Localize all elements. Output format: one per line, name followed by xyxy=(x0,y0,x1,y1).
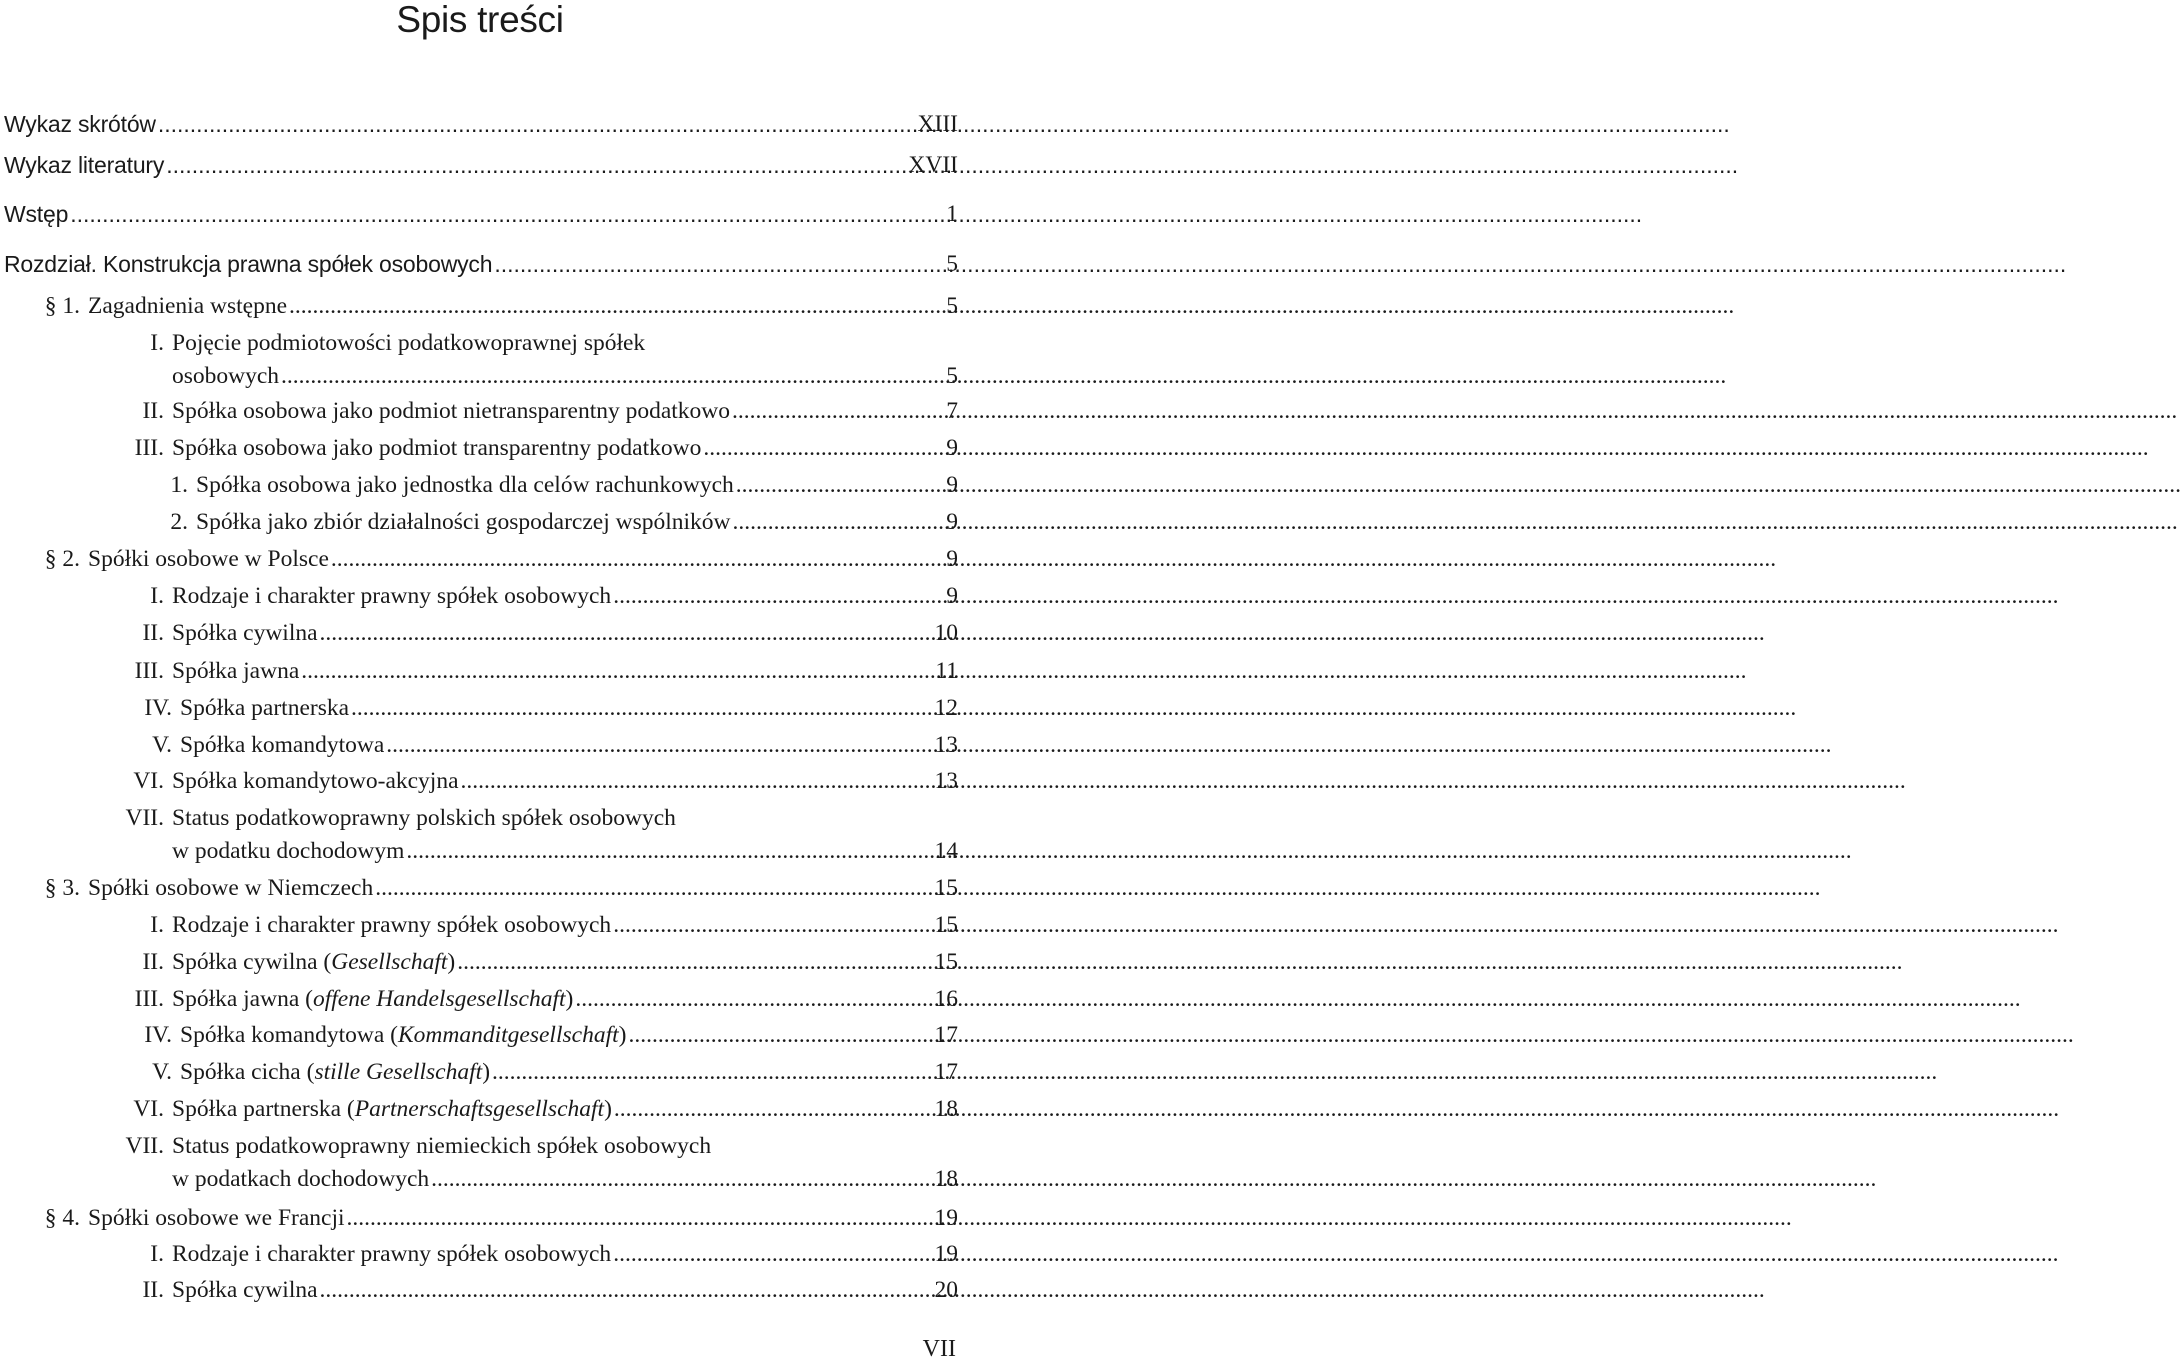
toc-entry-number: § 3. xyxy=(44,875,80,901)
toc-entry-rodzaje-i-charakter-prawny-spolek-osobow xyxy=(120,580,856,612)
toc-page-number: 9 xyxy=(946,583,958,609)
toc-entry-number: II. xyxy=(142,620,164,646)
toc-entry-title xyxy=(172,580,611,612)
toc-entry-foreign-term: stille Gesellschaft xyxy=(314,1059,483,1085)
toc-entry-spolka-cywilna-gesellschaft xyxy=(110,946,856,978)
toc-page-number: 13 xyxy=(934,768,958,794)
toc-page-number: XVII xyxy=(908,152,958,178)
toc-entry-title xyxy=(172,432,701,464)
toc-entry-title-continued: osobowych xyxy=(172,363,280,389)
toc-entry-number: II. xyxy=(142,398,164,424)
toc-entry-number: VI. xyxy=(133,1096,164,1122)
dot-leader xyxy=(614,1093,2059,1125)
toc-entry-title-text: Status podatkowoprawny niemieckich spółek osobowych xyxy=(172,1133,712,1159)
page-title: Spis treści xyxy=(396,0,564,40)
toc-entry-title-text: Spółka komandytowo-akcyjna xyxy=(172,768,459,794)
toc-page-number: 19 xyxy=(934,1205,958,1231)
toc-entry-status-podatkowoprawny-niemieckich-spole xyxy=(100,1130,800,1162)
dot-leader xyxy=(70,198,1642,230)
toc-entry-spolka-cywilna xyxy=(110,617,856,649)
toc-entry-title-text: Pojęcie podmiotowości podatkowoprawnej spółek xyxy=(172,330,646,356)
toc-page-number: 9 xyxy=(946,472,958,498)
toc-entry-title xyxy=(4,149,164,181)
toc-entry-title xyxy=(88,543,329,575)
toc-entry-spolka-cywilna xyxy=(110,1274,856,1306)
toc-page-number: 18 xyxy=(934,1096,958,1122)
toc-entry-title xyxy=(4,198,68,230)
dot-leader xyxy=(461,765,1906,797)
toc-entry-number: III. xyxy=(134,986,164,1012)
toc-entry-spolki-osobowe-w-polsce xyxy=(30,543,856,575)
dot-leader xyxy=(406,835,1851,867)
toc-entry-title-text: Zagadnienia wstępne xyxy=(88,293,288,319)
dot-leader xyxy=(301,655,1746,687)
toc-entry-title xyxy=(196,506,731,538)
toc-entry-spolka-osobowa-jako-podmiot-transparentn xyxy=(110,432,856,464)
toc-entry-title-text: Rodzaje i charakter prawny spółek osobowych xyxy=(172,912,612,938)
toc-page-number: 17 xyxy=(934,1022,958,1048)
toc-entry-continuation xyxy=(172,1163,856,1195)
toc-entry-number: II. xyxy=(142,1277,164,1303)
toc-page-number: 5 xyxy=(946,293,958,319)
toc-entry-title-text: Spółka osobowa jako podmiot nietransparentny podatkowo xyxy=(172,398,731,424)
toc-entry-title-text: Status podatkowoprawny polskich spółek osobowych xyxy=(172,805,676,831)
dot-leader xyxy=(347,1202,1792,1234)
toc-entry-spolka-partnerska xyxy=(118,692,856,724)
toc-entry-spolka-osobowa-jako-jednostka-dla-celow- xyxy=(150,469,856,501)
toc-entry-closing-paren: ) xyxy=(604,1096,612,1122)
toc-page-number: 19 xyxy=(934,1241,958,1267)
toc-entry-spolka-cicha-stille-gesellschaft xyxy=(118,1056,856,1088)
toc-entry-title-continued: w podatku dochodowym xyxy=(172,838,405,864)
toc-entry-title-text: Spółki osobowe we Francji xyxy=(88,1205,345,1231)
toc-entry-spolka-jawna xyxy=(110,655,856,687)
toc-entry-pojecie-podmiotowosci-podatkowoprawnej-s xyxy=(120,327,800,359)
dot-leader xyxy=(457,946,1902,978)
dot-leader xyxy=(575,983,2020,1015)
toc-entry-number: II. xyxy=(142,949,164,975)
toc-entry-spolka-komandytowa-kommanditgesellschaft xyxy=(118,1019,856,1051)
toc-entry-closing-paren: ) xyxy=(482,1059,491,1085)
toc-entry-spolki-osobowe-w-niemczech xyxy=(30,872,856,904)
toc-entry-title xyxy=(180,729,384,761)
toc-entry-number: IV. xyxy=(144,695,172,721)
toc-page-number: 15 xyxy=(934,949,958,975)
toc-entry-title xyxy=(4,248,492,280)
toc-entry-zagadnienia-wstepne xyxy=(30,290,856,322)
toc-entry-foreign-term: Gesellschaft xyxy=(331,949,448,975)
dot-leader xyxy=(613,1238,2058,1270)
toc-entry-title-text: Rozdział. Konstrukcja prawna spółek osobowych xyxy=(4,251,493,277)
toc-entry-number: 2. xyxy=(170,509,188,535)
toc-entry-closing-paren: ) xyxy=(447,949,456,975)
toc-entry-wstep xyxy=(4,198,856,230)
toc-entry-title-text: Spółka jawna ( xyxy=(172,986,313,1012)
toc-page-number: 10 xyxy=(934,620,958,646)
toc-entry-number: I. xyxy=(150,1241,164,1267)
toc-entry-number: VII. xyxy=(125,805,164,831)
toc-entry-title-text: Spółka cicha ( xyxy=(180,1059,315,1085)
toc-entry-rodzaje-i-charakter-prawny-spolek-osobow xyxy=(120,909,856,941)
toc-entry-rozdzial-konstrukcja-prawna-spolek-osobo xyxy=(4,248,856,280)
toc-entry-number: III. xyxy=(134,435,164,461)
toc-entry-wykaz-skrotow xyxy=(4,108,856,140)
toc-entry-title xyxy=(172,1238,611,1270)
toc-entry-title xyxy=(172,765,459,797)
toc-page-number: 5 xyxy=(946,251,958,277)
toc-page-number: 11 xyxy=(935,658,958,684)
dot-leader xyxy=(331,543,1776,575)
toc-page-number: 14 xyxy=(934,838,958,864)
dot-leader xyxy=(351,692,1796,724)
dot-leader xyxy=(492,1056,1937,1088)
toc-page-number: 17 xyxy=(934,1059,958,1085)
toc-entry-title-continued: w podatkach dochodowych xyxy=(172,1166,430,1192)
dot-leader xyxy=(494,248,2066,280)
toc-entry-title xyxy=(172,655,299,687)
toc-entry-title-text: Rodzaje i charakter prawny spółek osobowych xyxy=(172,583,612,609)
toc-entry-title xyxy=(172,909,611,941)
toc-entry-title xyxy=(88,1202,345,1234)
dot-leader xyxy=(320,617,1765,649)
toc-entry-status-podatkowoprawny-polskich-spolek-o xyxy=(100,802,800,834)
toc-entry-title-text: Rodzaje i charakter prawny spółek osobowych xyxy=(172,1241,612,1267)
toc-page-number: 20 xyxy=(934,1277,958,1303)
page-number-footer: VII xyxy=(922,1336,956,1362)
dot-leader xyxy=(281,360,1726,392)
toc-entry-title xyxy=(88,872,373,904)
toc-page-number: XIII xyxy=(917,111,958,137)
toc-entry-number: I. xyxy=(150,330,164,356)
toc-entry-title-text: Wykaz skrótów xyxy=(4,111,156,137)
toc-entry-closing-paren: ) xyxy=(565,986,574,1012)
dot-leader xyxy=(289,290,1734,322)
toc-entry-title-text: Spółka osobowa jako jednostka dla celów rachunkowych xyxy=(196,472,734,498)
toc-entry-title-text: Spółka partnerska ( xyxy=(172,1096,355,1122)
toc-entry-number: VI. xyxy=(133,768,164,794)
toc-entry-title xyxy=(172,395,730,427)
toc-entry-number: I. xyxy=(150,912,164,938)
toc-entry-number: § 2. xyxy=(44,546,80,572)
toc-entry-title xyxy=(172,946,455,978)
toc-entry-rodzaje-i-charakter-prawny-spolek-osobow xyxy=(120,1238,856,1270)
toc-entry-title-text: Wykaz literatury xyxy=(4,152,165,178)
toc-entry-continuation xyxy=(172,360,856,392)
toc-entry-wykaz-literatury xyxy=(4,149,856,181)
toc-entry-title-text: Spółka jawna xyxy=(172,658,300,684)
dot-leader xyxy=(386,729,1831,761)
dot-leader xyxy=(613,580,2058,612)
toc-page-number: 15 xyxy=(934,912,958,938)
toc-entry-title-text: Spółka komandytowa ( xyxy=(180,1022,398,1048)
toc-page-number: 15 xyxy=(934,875,958,901)
toc-entry-title-text: Spółka osobowa jako podmiot transparentny podatkowo xyxy=(172,435,702,461)
toc-entry-spolki-osobowe-we-francji xyxy=(30,1202,856,1234)
toc-page-number: 9 xyxy=(946,546,958,572)
toc-entry-title xyxy=(88,290,287,322)
toc-entry-number: I. xyxy=(150,583,164,609)
toc-entry-title xyxy=(172,1130,711,1162)
toc-page-number: 13 xyxy=(934,732,958,758)
toc-entry-title-text: Spółka partnerska xyxy=(180,695,350,721)
toc-entry-spolka-komandytowo-akcyjna xyxy=(110,765,856,797)
dot-leader xyxy=(431,1163,1876,1195)
toc-entry-number: VII. xyxy=(125,1133,164,1159)
toc-entry-foreign-term: Partnerschaftsgesellschaft xyxy=(354,1096,605,1122)
toc-entry-number: V. xyxy=(152,732,172,758)
toc-entry-title-text: Spółka jako zbiór działalności gospodarczej wspólników xyxy=(196,509,731,535)
toc-entry-title xyxy=(172,1274,318,1306)
toc-entry-number: V. xyxy=(152,1059,172,1085)
toc-entry-continuation xyxy=(172,835,856,867)
toc-page-number: 18 xyxy=(934,1166,958,1192)
toc-entry-foreign-term: Kommanditgesellschaft xyxy=(398,1022,619,1048)
toc-page-number: 16 xyxy=(934,986,958,1012)
toc-entry-title-text: Spółki osobowe w Polsce xyxy=(88,546,329,572)
toc-entry-title xyxy=(172,1093,612,1125)
toc-entry-title xyxy=(172,617,318,649)
toc-page-number: 12 xyxy=(934,695,958,721)
toc-entry-spolka-komandytowa xyxy=(118,729,856,761)
toc-entry-title xyxy=(180,692,349,724)
toc-entry-number: § 4. xyxy=(44,1205,80,1231)
toc-page-number: 5 xyxy=(946,363,958,389)
toc-entry-title xyxy=(172,327,645,359)
toc-entry-title-text: Spółka cywilna ( xyxy=(172,949,332,975)
toc-page-number: 1 xyxy=(946,201,958,227)
toc-entry-number: 1. xyxy=(170,472,188,498)
dot-leader xyxy=(628,1019,2073,1051)
toc-entry-spolka-jako-zbior-dzialalnosci-gospodarc xyxy=(150,506,856,538)
toc-entry-title xyxy=(180,1056,490,1088)
toc-entry-title-text: Spółki osobowe w Niemczech xyxy=(88,875,374,901)
dot-leader xyxy=(320,1274,1765,1306)
toc-entry-number: IV. xyxy=(144,1022,172,1048)
toc-page-number: 9 xyxy=(946,509,958,535)
toc-entry-title-text: Spółka cywilna xyxy=(172,620,318,646)
toc-entry-spolka-osobowa-jako-podmiot-nietranspare xyxy=(110,395,856,427)
toc-entry-title xyxy=(172,983,573,1015)
toc-entry-number: III. xyxy=(134,658,164,684)
dot-leader xyxy=(375,872,1820,904)
toc-entry-title xyxy=(4,108,156,140)
toc-entry-title-text: Spółka komandytowa xyxy=(180,732,385,758)
dot-leader xyxy=(703,432,2148,464)
toc-entry-spolka-partnerska-partnerschaftsgesellsc xyxy=(110,1093,856,1125)
toc-entry-number: § 1. xyxy=(44,293,80,319)
toc-entry-foreign-term: offene Handelsgesellschaft xyxy=(312,986,566,1012)
toc-entry-closing-paren: ) xyxy=(618,1022,627,1048)
toc-entry-spolka-jawna-offene-handelsgesellschaft xyxy=(110,983,856,1015)
toc-entry-title xyxy=(172,802,676,834)
toc-entry-title-text: Wstęp xyxy=(4,201,69,227)
toc-entry-title-text: Spółka cywilna xyxy=(172,1277,318,1303)
dot-leader xyxy=(613,909,2058,941)
toc-page-number: 9 xyxy=(946,435,958,461)
toc-page-number: 7 xyxy=(946,398,958,424)
toc-entry-title xyxy=(180,1019,626,1051)
toc-entry-title xyxy=(196,469,734,501)
